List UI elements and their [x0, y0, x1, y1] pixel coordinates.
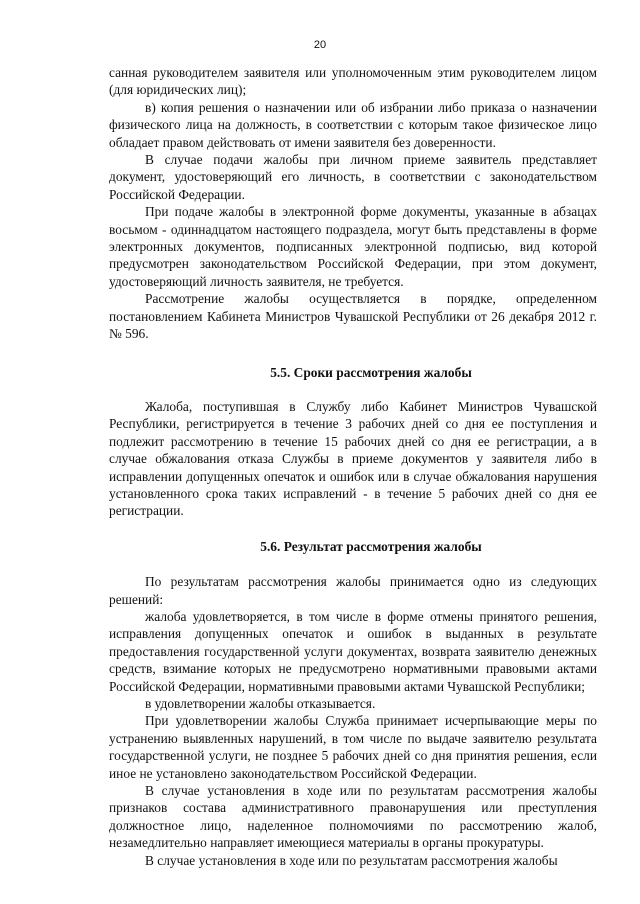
page-number: 20: [313, 39, 327, 51]
paragraph: в удовлетворении жалобы отказывается.: [145, 696, 376, 711]
paragraph: В случае установления в ходе или по результатам рассмотрения жалобы признаков состава административного правонарушения или преступления должностное лицо, наделенное полномочиями по рассмотрению жалоб, незамедлительно направляет имеющиеся материалы в органы прокуратуры.: [109, 783, 597, 851]
section-heading-5-5: 5.5. Сроки рассмотрения жалобы: [270, 364, 472, 380]
paragraph: Жалоба, поступившая в Службу либо Кабинет Министров Чувашской Республики, регистрируется в течение 3 рабочих дней со дня ее поступления и подлежит рассмотрению в течение 15 рабочих дней со дня ее регистрации, а в случае обжалования отказа Службы в приеме документов у заявителя либо в исправлении допущенных опечаток и ошибок или в случае обжалования нарушения установленного срока таких исправлений - в течение 5 рабочих дней со дня ее регистрации.: [109, 398, 597, 519]
paragraph: По результатам рассмотрения жалобы принимается одно из следующих решений:: [109, 574, 597, 607]
paragraph: в) копия решения о назначении или об избрании либо приказа о назначении физического лица на должность, в соответствии с которым такое физическое лицо обладает правом действовать от имени заявителя без доверенности.: [109, 99, 597, 150]
section-heading-5-6: 5.6. Результат рассмотрения жалобы: [260, 538, 482, 554]
paragraph: жалоба удовлетворяется, в том числе в форме отмены принятого решения, исправления допущенных опечаток и ошибок в выданных в результате предоставления государственной услуги документах, возврата заявителю денежных средств, взимание которых не предусмотрено нормативными правовыми актами Российской Федерации, нормативными правовыми актами Чувашской Республики;: [109, 608, 597, 694]
paragraph: санная руководителем заявителя или уполномоченным этим руководителем лицом (для юридических лиц);: [109, 65, 597, 98]
paragraph: При подаче жалобы в электронной форме документы, указанные в абзацах восьмом - одиннадцатом настоящего подраздела, могут быть представлены в форме электронных документов, подписанных электронной подписью, вид которой предусмотрен законодательством Российской Федерации, при этом документ, удостоверяющий личность заявителя, не требуется.: [109, 204, 597, 289]
paragraph: Рассмотрение жалобы осуществляется в порядке, определенном постановлением Кабинета Министров Чувашской Республики от 26 декабря 2012 г. № 596.: [109, 291, 597, 342]
paragraph: В случае подачи жалобы при личном приеме заявитель представляет документ, удостоверяющий его личность, в соответствии с законодательством Российской Федерации.: [109, 152, 597, 202]
document-body: [109, 64, 597, 869]
paragraph: При удовлетворении жалобы Служба принимает исчерпывающие меры по устранению выявленных нарушений, в том числе по выдаче заявителю результата государственной услуги, не позднее 5 рабочих дней со дня принятия решения, если иное не установлено законодательством Российской Федерации.: [109, 713, 597, 781]
paragraph: В случае установления в ходе или по результатам рассмотрения жалобы: [145, 852, 558, 868]
